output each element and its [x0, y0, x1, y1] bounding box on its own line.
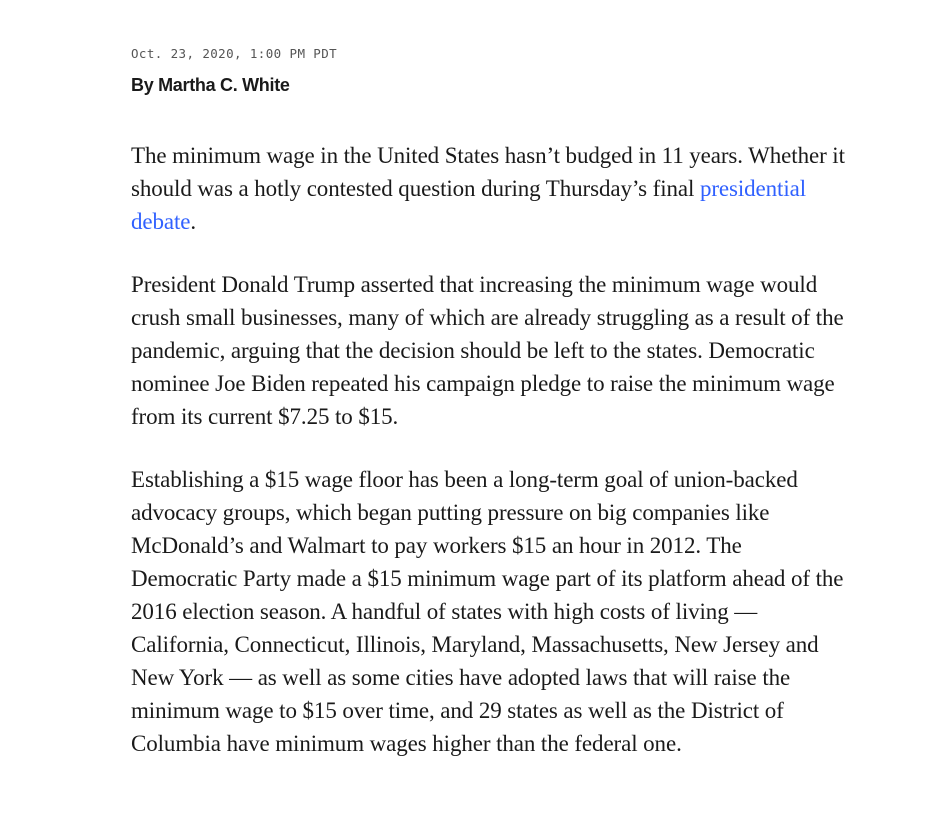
article-body	[131, 139, 851, 760]
byline: By Martha C. White	[131, 75, 290, 95]
paragraph-3: Establishing a $15 wage floor has been a long-term goal of union-backed advocacy groups, which began putting pressure on big companies like McDonald’s and Walmart to pay workers $15 an hour in 2012. The Democratic Party made a $15 minimum wage part of its platform ahead of the 2016 election season. A handful of states with high costs of living — California, Connecticut, Illinois, Maryland, Massachusetts, New Jersey and New York — as well as some cities have adopted laws that will raise the minimum wage to $15 over time, and 29 states as well as the District of Columbia have minimum wages higher than the federal one.	[131, 467, 844, 756]
paragraph-1-tail: .	[190, 209, 197, 234]
timestamp: Oct. 23, 2020, 1:00 PM PDT	[131, 46, 338, 61]
paragraph-1	[131, 139, 851, 238]
article	[131, 45, 851, 760]
presidential-debate-link[interactable]: presidential debate	[131, 176, 807, 234]
paragraph-1-text: The minimum wage in the United States hasn’t budged in 11 years. Whether it should was a hotly contested question during Thursday’s final	[131, 143, 845, 201]
paragraph-2: President Donald Trump asserted that increasing the minimum wage would crush small businesses, many of which are already struggling as a result of the pandemic, arguing that the decision should be left to the states. Democratic nominee Joe Biden repeated his campaign pledge to raise the minimum wage from its current $7.25 to $15.	[131, 272, 844, 429]
